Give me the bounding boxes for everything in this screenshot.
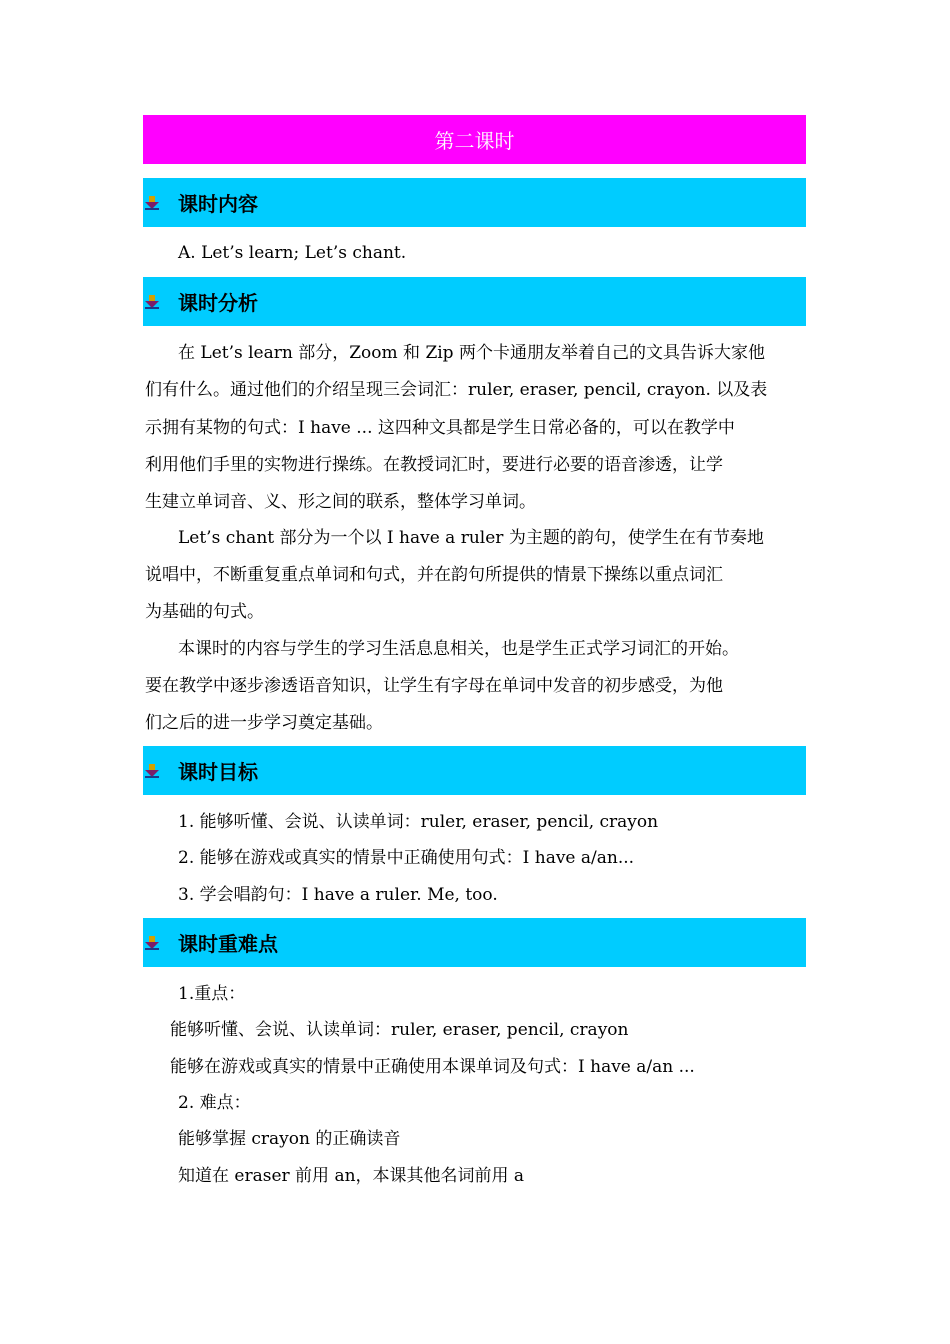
text-line: Let’s chant 部分为一个以 I have a ruler 为主题的韵句，使学生在有节奏地 — [178, 528, 764, 548]
text-line: 要在教学中逐步渗透语音知识，让学生有字母在单词中发音的初步感受，为他 — [145, 676, 723, 696]
text-line: 在 Let’s learn 部分，Zoom 和 Zip 两个卡通朋友举着自己的文具告诉大家他 — [178, 343, 765, 363]
text-line: 利用他们手里的实物进行操练。在教授词汇时，要进行必要的语音渗透，让学 — [145, 455, 723, 475]
text-line: 本课时的内容与学生的学习生活息息相关，也是学生正式学习词汇的开始。 — [178, 639, 739, 659]
section-header-content — [143, 178, 806, 227]
text-line: 们之后的进一步学习奠定基础。 — [145, 713, 383, 733]
text-line: 能够听懂、会说、认读单词：ruler, eraser, pencil, crayon — [170, 1020, 629, 1040]
section-heading: 课时目标 — [178, 760, 258, 784]
section-heading: 课时重难点 — [178, 932, 278, 956]
text-line: 3. 学会唱韵句：I have a ruler. Me, too. — [178, 885, 498, 905]
text-line: 知道在 eraser 前用 an，本课其他名词前用 a — [178, 1166, 525, 1186]
bullet-arrow-icon — [145, 196, 159, 210]
section-heading: 课时内容 — [178, 192, 258, 216]
lesson-title-bar — [143, 115, 806, 164]
section-header-analysis — [143, 277, 806, 326]
text-line: 2. 能够在游戏或真实的情景中正确使用句式：I have a/an... — [178, 848, 635, 868]
text-line: 2. 难点： — [178, 1093, 251, 1113]
text-line: 说唱中，不断重复重点单词和句式，并在韵句所提供的情景下操练以重点词汇 — [145, 565, 723, 585]
text-line: A. Let’s learn; Let’s chant. — [178, 243, 407, 263]
text-line: 为基础的句式。 — [145, 602, 264, 622]
text-line: 能够掌握 crayon 的正确读音 — [178, 1129, 401, 1149]
text-line: 能够在游戏或真实的情景中正确使用本课单词及句式：I have a/an ... — [170, 1057, 695, 1077]
lesson-title: 第二课时 — [434, 129, 515, 153]
section-header-objectives — [143, 746, 806, 795]
text-line: 示拥有某物的句式：I have ... 这四种文具都是学生日常必备的，可以在教学中 — [145, 418, 735, 438]
bullet-arrow-icon — [145, 295, 159, 309]
text-line: 1. 能够听懂、会说、认读单词：ruler, eraser, pencil, crayon — [178, 812, 659, 832]
section-header-key-points — [143, 918, 806, 967]
text-line: 们有什么。通过他们的介绍呈现三会词汇：ruler, eraser, pencil, crayon. 以及表 — [145, 380, 768, 400]
bullet-arrow-icon — [145, 764, 159, 778]
text-line: 1.重点： — [178, 984, 246, 1004]
section-heading: 课时分析 — [178, 291, 258, 315]
text-line: 生建立单词音、义、形之间的联系，整体学习单词。 — [145, 492, 536, 512]
bullet-arrow-icon — [145, 936, 159, 950]
